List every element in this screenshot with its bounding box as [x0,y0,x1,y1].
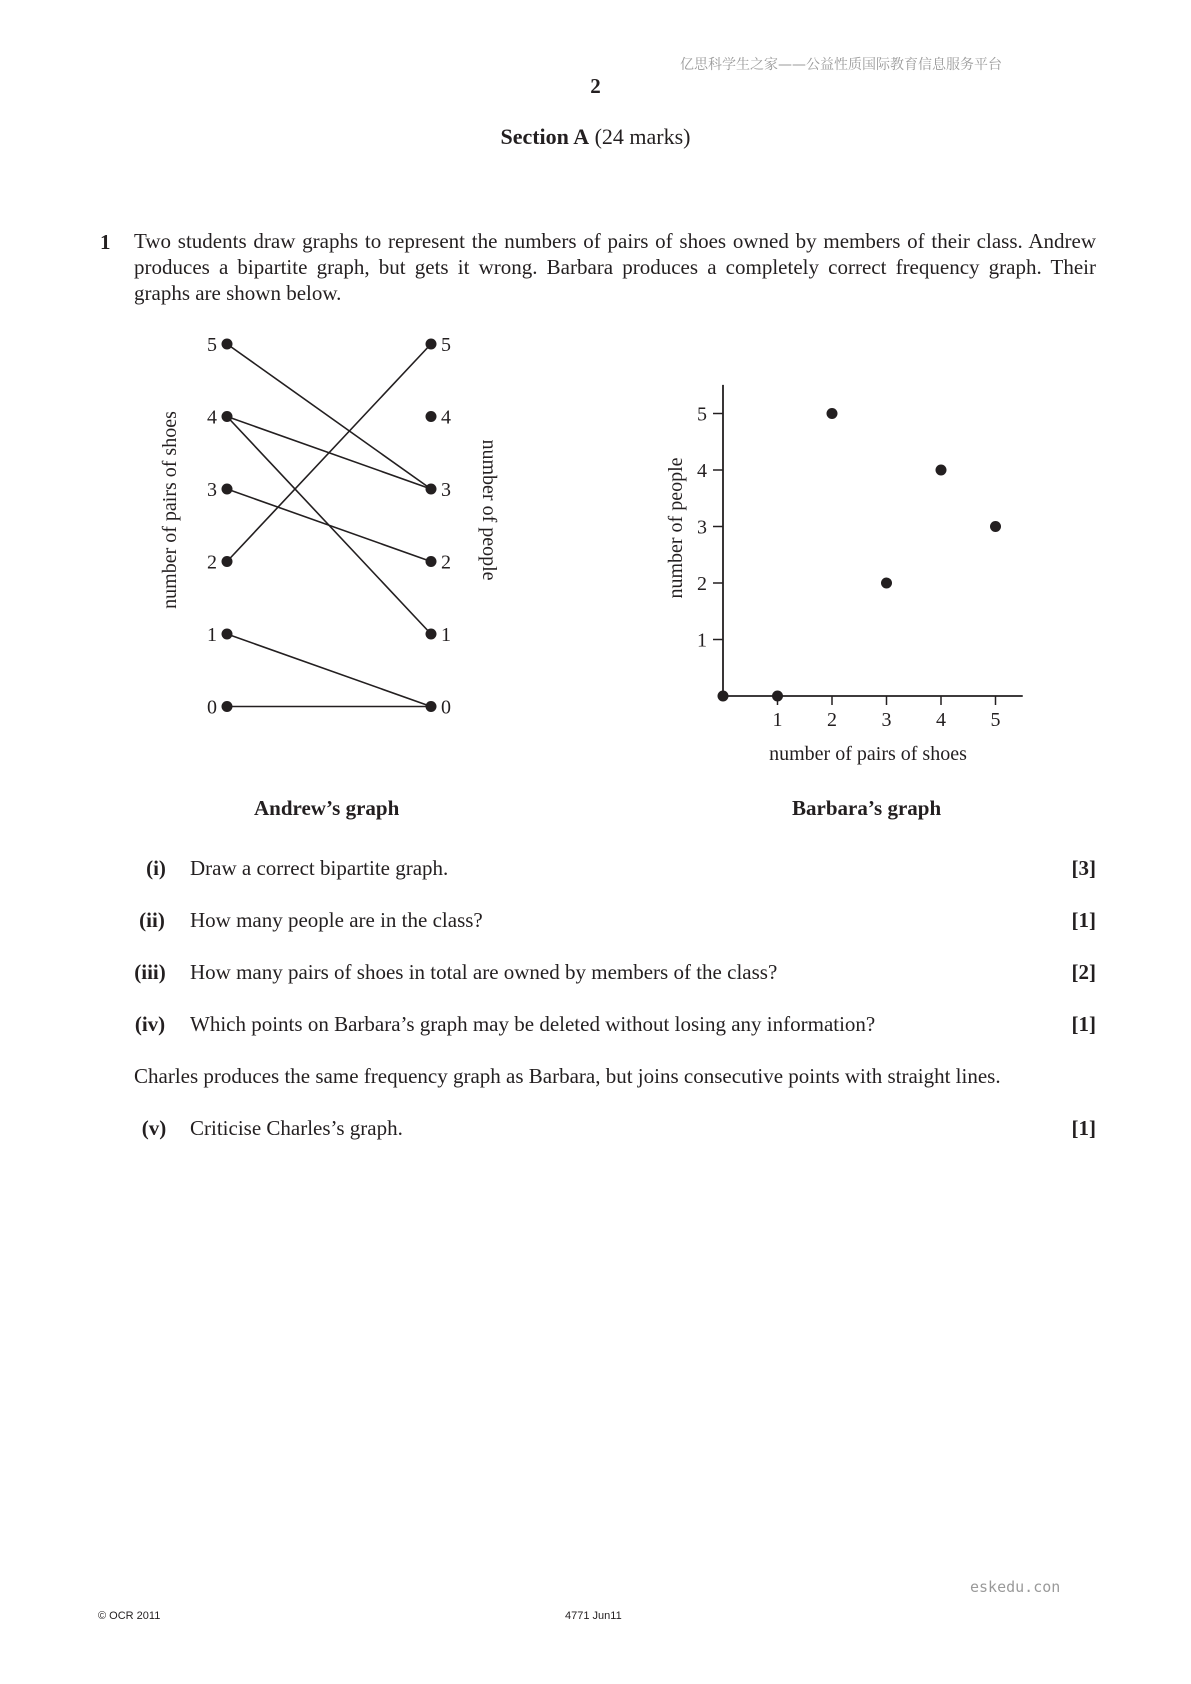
section-title [0,124,1191,150]
andrew-left-node-label: 2 [207,551,217,574]
andrew-left-node-label: 1 [207,624,217,646]
barbara-data-point [827,408,838,419]
footer-copyright: © OCR 2011 [98,1610,161,1622]
andrew-right-node-label: 4 [441,406,451,429]
barbara-graph-caption: Barbara’s graph [792,796,942,820]
barbara-y-tick-label: 2 [697,573,707,595]
andrew-right-node [426,484,437,495]
andrew-edge [227,489,431,562]
andrew-right-axis-label: number of people [478,439,500,581]
andrew-left-node-label: 0 [207,696,217,719]
part-v-text: Criticise Charles’s graph. [190,1116,403,1140]
barbara-ticks [697,404,1001,732]
andrew-left-node-label: 4 [207,406,217,429]
part-iv-label: (iv) [134,1012,166,1036]
page-number: 2 [590,74,601,98]
barbara-x-tick-label: 5 [990,709,1001,731]
andrew-graph [140,320,500,740]
barbara-data-point [772,691,783,702]
barbara-y-tick-label: 5 [697,403,707,426]
andrew-left-node [222,484,233,495]
andrew-left-node [222,411,233,422]
andrew-edges [227,344,431,707]
barbara-data-point [936,465,947,476]
barbara-graph [650,370,1050,770]
andrew-right-node [426,701,437,712]
barbara-x-axis-label: number of pairs of shoes [769,743,967,765]
charles-text: Charles produces the same frequency graph as Barbara, but joins consecutive points with straight lines. [134,1064,1001,1088]
andrew-right-node-label: 0 [441,696,451,719]
part-i-text: Draw a correct bipartite graph. [190,856,449,880]
part-i-label: (i) [146,856,166,880]
andrew-right-node-label: 5 [441,334,451,356]
barbara-y-axis-label: number of people [665,457,687,599]
part-v-label: (v) [141,1116,167,1140]
barbara-data-point [881,578,892,589]
footer-code: 4771 Jun11 [565,1610,622,1622]
barbara-x-tick-label: 4 [936,709,946,731]
andrew-left-node [222,629,233,640]
part-iii-text: How many pairs of shoes in total are owned by members of the class? [190,960,778,984]
question-intro: Two students draw graphs to represent the numbers of pairs of shoes owned by members of their class. Andrew produces a bipartite graph, but gets it wrong. Barbara produces a completely correct frequency graph. Their graphs are shown below. [134,229,1096,305]
barbara-y-tick-label: 3 [697,516,707,539]
part-ii-label: (ii) [139,908,165,932]
watermark-top: 亿思科学生之家——公益性质国际教育信息服务平台 [680,57,1002,73]
andrew-left-node-label: 3 [207,479,217,501]
andrew-right-node-label: 3 [441,479,451,501]
section-name: Section A [500,124,590,149]
barbara-data-point [718,691,729,702]
andrew-edge [227,344,431,562]
andrew-left-axis-label: number of pairs of shoes [159,411,181,609]
part-ii-marks: [1] [1071,908,1096,932]
andrew-right-node-label: 1 [441,624,451,646]
barbara-y-tick-label: 4 [697,460,707,482]
barbara-data-point [990,521,1001,532]
part-ii-text: How many people are in the class? [190,908,483,932]
andrew-right-node [426,411,437,422]
part-iii-marks: [2] [1071,960,1096,984]
andrew-left-node [222,556,233,567]
part-iv-marks: [1] [1071,1012,1096,1036]
barbara-x-tick-label: 3 [881,709,892,731]
part-v-marks: [1] [1071,1116,1096,1140]
andrew-left-node-label: 5 [207,334,217,356]
barbara-x-tick-label: 2 [827,709,837,731]
part-iii-label: (iii) [134,960,166,984]
section-marks: (24 marks) [594,124,691,149]
andrew-left-node [222,701,233,712]
andrew-right-node-label: 2 [441,551,451,574]
barbara-y-tick-label: 1 [697,629,707,652]
barbara-points [718,408,1002,702]
part-i-marks: [3] [1071,856,1096,880]
barbara-x-tick-label: 1 [772,709,783,731]
andrew-left-node [222,339,233,350]
barbara-axes [723,385,1023,696]
andrew-right-node [426,556,437,567]
andrew-right-node [426,339,437,350]
andrew-edge [227,634,431,707]
andrew-edge [227,344,431,489]
part-iv-text: Which points on Barbara’s graph may be deleted without losing any information? [190,1012,876,1036]
andrew-graph-caption: Andrew’s graph [254,796,400,820]
question-number: 1 [100,230,111,254]
watermark-bottom: eskedu.con [970,1578,1061,1596]
andrew-right-node [426,629,437,640]
